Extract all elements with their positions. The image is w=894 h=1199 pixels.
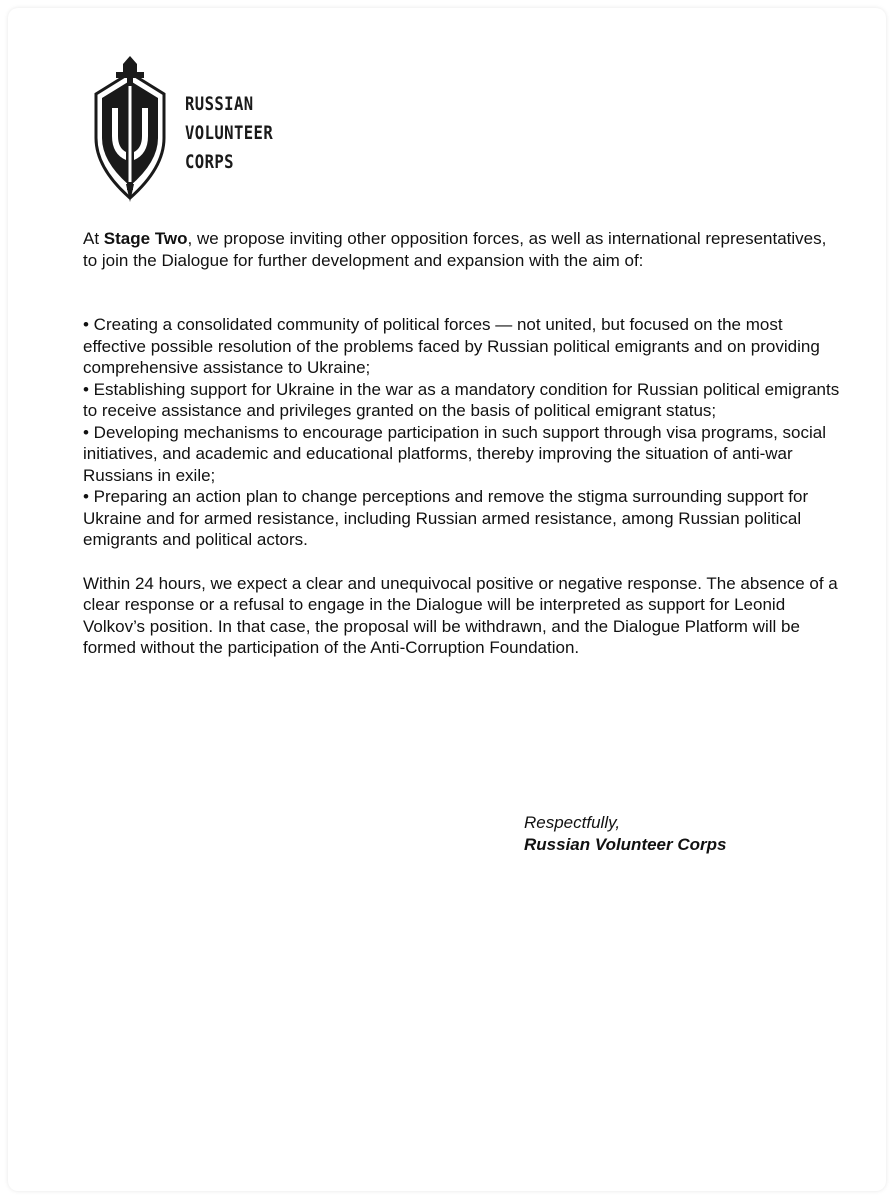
list-item: • Preparing an action plan to change perceptions and remove the stigma surrounding support for Ukraine and for armed resistance, including Russian armed resistance, among Russian political emigrants and political actors. — [83, 487, 809, 549]
salutation: Respectfully, — [524, 813, 621, 832]
organization-name — [185, 90, 325, 177]
closing-paragraph: Within 24 hours, we expect a clear and unequivocal positive or negative response. The absence of a clear response or a refusal to engage in the Dialogue will be interpreted as support for Leonid Volkov’s position. In that case, the proposal will be withdrawn, and the Dialogue Platform will be formed without the participation of the Anti-Corruption Foundation. — [83, 573, 838, 657]
intro-paragraph — [83, 228, 843, 271]
stage-two-bold: Stage Two — [103, 229, 188, 248]
list-item: • Creating a consolidated community of political forces — not united, but focused on the most effective possible resolution of the problems faced by Russian political emigrants and on providing comprehensive assistance to Ukraine; — [83, 315, 820, 377]
org-name-line-2: VOLUNTEER — [185, 122, 274, 144]
aims-list — [83, 314, 843, 551]
org-name-line-3: CORPS — [185, 151, 234, 173]
document-page — [8, 8, 886, 1191]
rvc-emblem-icon — [90, 56, 170, 202]
org-name-line-1: RUSSIAN — [185, 93, 254, 115]
letter-body — [83, 228, 843, 659]
signatory-name: Russian Volunteer Corps — [524, 835, 727, 854]
intro-prefix: At — [83, 229, 104, 248]
signature-block — [524, 812, 726, 856]
list-item: • Developing mechanisms to encourage participation in such support through visa programs, social initiatives, and academic and educational platforms, thereby improving the situation of anti-war Russians in exile; — [83, 422, 827, 485]
intro-rest: , we propose inviting other opposition forces, as well as international representatives, to join the Dialogue for further development and expansion with the aim of: — [83, 229, 827, 270]
list-item: • Establishing support for Ukraine in the war as a mandatory condition for Russian political emigrants to receive assistance and privileges granted on the basis of political emigrant status; — [83, 379, 840, 420]
